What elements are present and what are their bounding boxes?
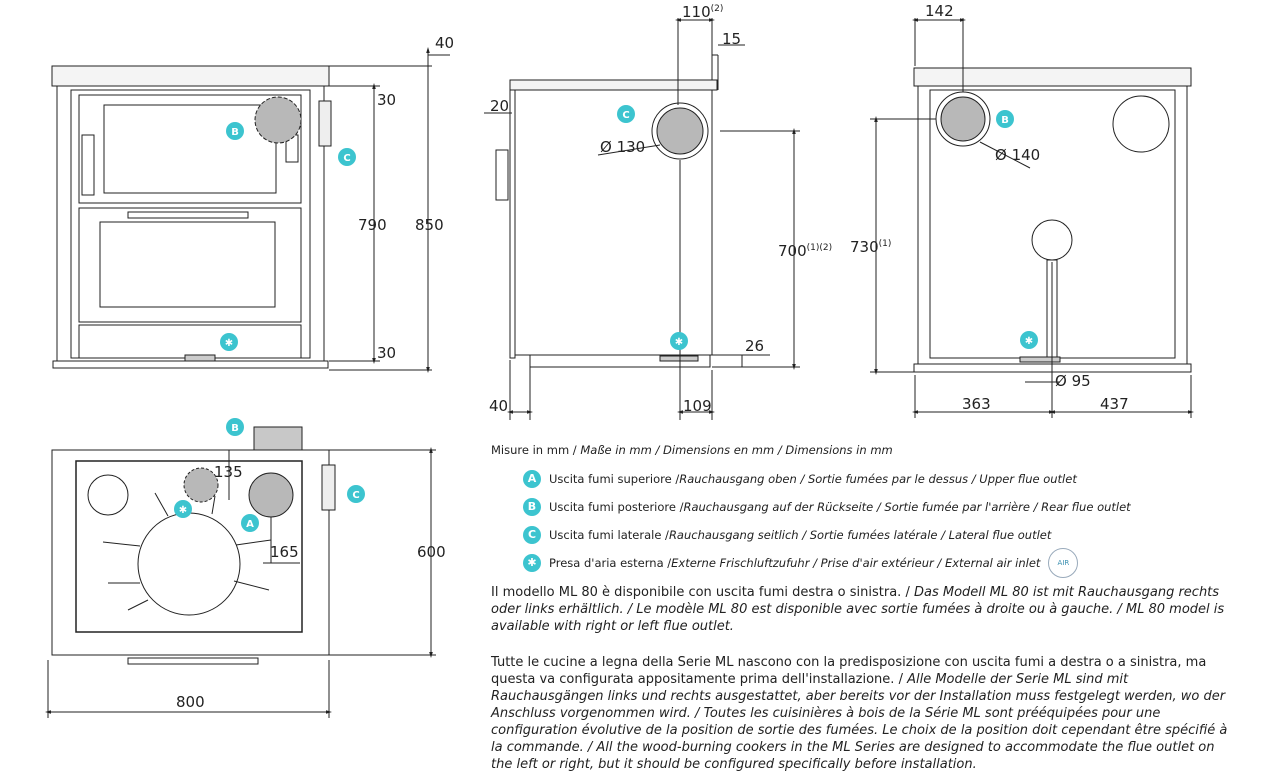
series-paragraph: Tutte le cucine a legna della Serie ML nascono con la predisposizione con uscita fumi a destra o a sinistra, ma questa va configurata appositamente prima dell'installazione. / Alle Modelle der Serie ML sind mit Rauchausgängen links und rechts ausgestattet, aber bereits vor der Installation muss festgelegt werden, wo der Anschluss vorgenommen wird. / Toutes les cuisinières à bois de la Série ML sont prééquipées pour une configuration évolutive de la position de sortie des fumées. Le choix de la position doit cependant être spécifié à la commande. / All the wood-burning cookers in the ML Series are designed to accommodate the flue outlet on the left or right, but it should be configured specifically before installation. xyxy=(491,655,1228,772)
front-dim-40: 40 xyxy=(435,34,455,52)
marker-b-back xyxy=(996,110,1014,128)
back-dim-437: 437 xyxy=(1100,395,1129,413)
svg-text:A: A xyxy=(246,519,254,530)
units-note: Misure in mm / Maße in mm / Dimensions en mm / Dimensions in mm xyxy=(491,443,893,457)
side-view xyxy=(496,55,718,367)
svg-text:B: B xyxy=(231,423,239,434)
side-dim-15: 15 xyxy=(722,30,742,48)
legend xyxy=(491,443,1251,577)
legend-item-b: B Uscita fumi posteriore / Rauchausgang auf der Rückseite / Sortie fumée par l'arrière / Rear flue outlet xyxy=(523,493,1251,521)
marker-air-top xyxy=(174,500,192,518)
side-dim-40: 40 xyxy=(489,397,509,415)
side-dim-110: 110$^{(2)}$ xyxy=(682,3,724,21)
svg-text:✱: ✱ xyxy=(1024,336,1034,347)
svg-text:C: C xyxy=(343,153,351,164)
marker-c-top xyxy=(347,485,365,503)
svg-text:✱: ✱ xyxy=(178,505,188,516)
top-dim-135: 135 xyxy=(214,463,243,481)
marker-c-front xyxy=(338,148,356,166)
side-dim-26: 26 xyxy=(745,337,765,355)
front-dim-790: 790 xyxy=(358,216,387,234)
side-dim-109: 109 xyxy=(683,397,712,415)
marker-air-side xyxy=(670,332,688,350)
marker-c-side xyxy=(617,105,635,123)
marker-air-front xyxy=(220,333,238,351)
marker-air-back xyxy=(1020,331,1038,349)
back-dim-142: 142 xyxy=(925,2,954,20)
back-dim-730: 730$^{(1)}$ xyxy=(850,238,892,256)
svg-text:B: B xyxy=(231,127,239,138)
front-dim-30-bottom: 30 xyxy=(377,344,397,362)
front-view xyxy=(52,66,331,368)
svg-text:C: C xyxy=(352,490,360,501)
marker-a-top xyxy=(241,514,259,532)
svg-text:✱: ✱ xyxy=(224,338,234,349)
top-dim-600: 600 xyxy=(417,543,446,561)
svg-text:B: B xyxy=(1001,115,1009,126)
availability-paragraph: Il modello ML 80 è disponibile con uscita fumi destra o sinistra. / Das Modell ML 80 ist mit Rauchausgang rechts oder links erhältlich. / Le modèle ML 80 est disponible avec sortie fumées à droite ou à gauche. / ML 80 model is available with right or left flue outlet. xyxy=(491,585,1225,634)
back-dim-363: 363 xyxy=(962,395,991,413)
back-dim-95: Ø 95 xyxy=(1055,372,1091,390)
top-dim-165: 165 xyxy=(270,543,299,561)
marker-b-front xyxy=(226,122,244,140)
air-inlet-icon: AIR xyxy=(1048,548,1078,578)
back-dim-140: Ø 140 xyxy=(995,146,1041,164)
top-dim-800: 800 xyxy=(176,693,205,711)
side-dim-20: 20 xyxy=(490,97,510,115)
legend-item-air: ✱ Presa d'aria esterna / Externe Frischluftzufuhr / Prise d'air extérieur / External air inlet AIR xyxy=(523,549,1251,577)
side-dim-130: Ø 130 xyxy=(600,138,646,156)
svg-text:C: C xyxy=(622,110,630,121)
legend-item-a: A Uscita fumi superiore / Rauchausgang oben / Sortie fumées par le dessus / Upper flue outlet xyxy=(523,465,1251,493)
svg-text:✱: ✱ xyxy=(674,337,684,348)
front-dim-30-top: 30 xyxy=(377,91,397,109)
front-dim-850: 850 xyxy=(415,216,444,234)
side-dim-700: $700^{(1)(2)}$ xyxy=(778,242,833,260)
marker-b-top xyxy=(226,418,244,436)
legend-item-c: C Uscita fumi laterale / Rauchausgang seitlich / Sortie fumées latérale / Lateral flue outlet xyxy=(523,521,1251,549)
